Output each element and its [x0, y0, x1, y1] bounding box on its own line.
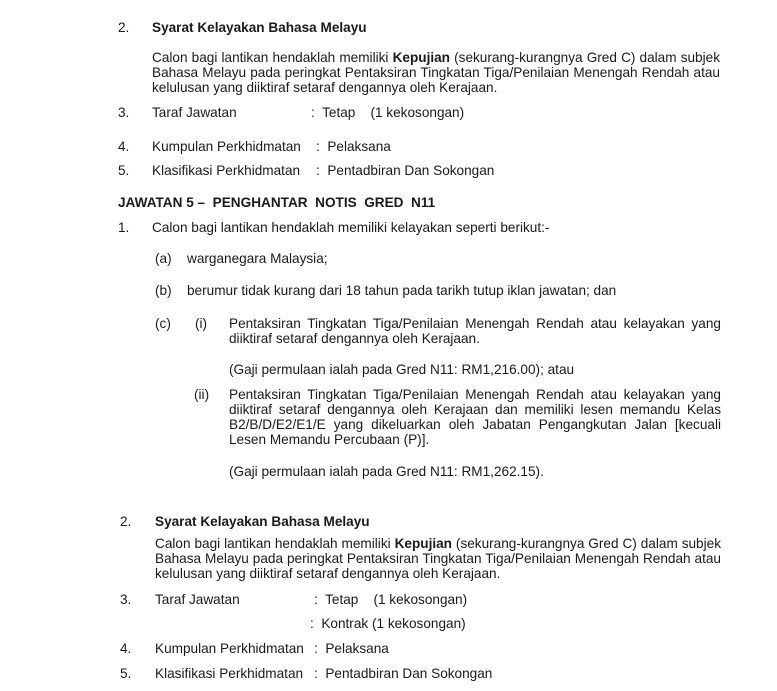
section-a-taraf-number: 3. — [118, 105, 130, 120]
section-b-taraf-value-2: : Kontrak (1 kekosongan) — [310, 616, 466, 631]
section-a-klasifikasi-value: : Pentadbiran Dan Sokongan — [316, 163, 495, 178]
section-b-lang-paragraph — [155, 536, 721, 581]
req-text: Calon bagi lantikan hendaklah memiliki kelayakan seperti berikut:- — [152, 220, 550, 235]
section-b-klasifikasi-number: 5. — [120, 666, 132, 681]
lang-text-bold: Kepujian — [392, 50, 450, 65]
section-a-klasifikasi-number: 5. — [118, 163, 130, 178]
req-number: 1. — [118, 220, 130, 235]
item-c-ii-label: (ii) — [194, 387, 210, 402]
item-a-label: (a) — [155, 251, 172, 266]
section-a-kumpulan-number: 4. — [118, 139, 130, 154]
section-b-klasifikasi-value: : Pentadbiran Dan Sokongan — [314, 666, 493, 681]
item-a-text: warganegara Malaysia; — [187, 251, 328, 266]
item-c-i-text: Pentaksiran Tingkatan Tiga/Penilaian Menengah Rendah atau kelayakan yang diiktiraf setaraf dengannya oleh Kerajaan. — [229, 316, 721, 346]
section-a-lang-number: 2. — [118, 20, 130, 35]
section-a-kumpulan-value: : Pelaksana — [316, 139, 391, 154]
section-a-kumpulan-label: Kumpulan Perkhidmatan — [152, 139, 301, 154]
section-b-kumpulan-value: : Pelaksana — [314, 641, 389, 656]
section-a-taraf-value: : Tetap (1 kekosongan) — [311, 105, 465, 120]
section-a-klasifikasi-label: Klasifikasi Perkhidmatan — [152, 163, 301, 178]
item-c-ii-text: Pentaksiran Tingkatan Tiga/Penilaian Menengah Rendah atau kelayakan yang diiktiraf setaraf dengannya oleh Kerajaan dan memiliki lesen memandu Kelas B2/B/D/E2/E1/E yang dikeluarkan oleh Jabatan Pengangkutan Jalan [kecuali Lesen Memandu Percubaan (P)]. — [229, 387, 721, 447]
section-b-kumpulan-label: Kumpulan Perkhidmatan — [155, 641, 304, 656]
lang-text-start: Calon bagi lantikan hendaklah memiliki — [152, 50, 393, 65]
item-c-i-label: (i) — [195, 316, 208, 331]
item-c-label: (c) — [155, 316, 171, 331]
section-b-klasifikasi-label: Klasifikasi Perkhidmatan — [155, 666, 304, 681]
section-b-lang-title: Syarat Kelayakan Bahasa Melayu — [155, 514, 370, 529]
section-b-taraf-number: 3. — [120, 592, 132, 607]
lang-text-start: Calon bagi lantikan hendaklah memiliki — [155, 536, 395, 551]
item-c-ii-salary: (Gaji permulaan ialah pada Gred N11: RM1,262.15). — [229, 464, 544, 479]
item-c-i-salary: (Gaji permulaan ialah pada Gred N11: RM1,216.00); atau — [229, 362, 575, 377]
job-heading: JAWATAN 5 – PENGHANTAR NOTIS GRED N11 — [118, 195, 436, 210]
section-b-lang-number: 2. — [120, 514, 132, 529]
item-b-label: (b) — [155, 283, 172, 298]
section-a-taraf-label: Taraf Jawatan — [152, 105, 237, 120]
section-a-lang-title: Syarat Kelayakan Bahasa Melayu — [152, 20, 367, 35]
section-b-taraf-value-1: : Tetap (1 kekosongan) — [314, 592, 468, 607]
lang-text-end: (sekurang-kurangnya Gred C) dalam subjek Bahasa Melayu pada peringkat Pentaksiran Tingkatan Tiga/Penilaian Menengah Rendah atau kelulusan yang diiktiraf setaraf dengannya oleh Kerajaan. — [155, 536, 721, 581]
lang-text-bold: Kepujian — [394, 536, 452, 551]
section-a-lang-paragraph — [152, 50, 720, 95]
section-b-kumpulan-number: 4. — [120, 641, 132, 656]
item-b-text: berumur tidak kurang dari 18 tahun pada tarikh tutup iklan jawatan; dan — [187, 283, 617, 298]
section-b-taraf-label: Taraf Jawatan — [155, 592, 240, 607]
lang-text-end: (sekurang-kurangnya Gred C) dalam subjek Bahasa Melayu pada peringkat Pentaksiran Tingkatan Tiga/Penilaian Menengah Rendah atau kelulusan yang diiktiraf setaraf dengannya oleh Kerajaan. — [152, 50, 720, 95]
